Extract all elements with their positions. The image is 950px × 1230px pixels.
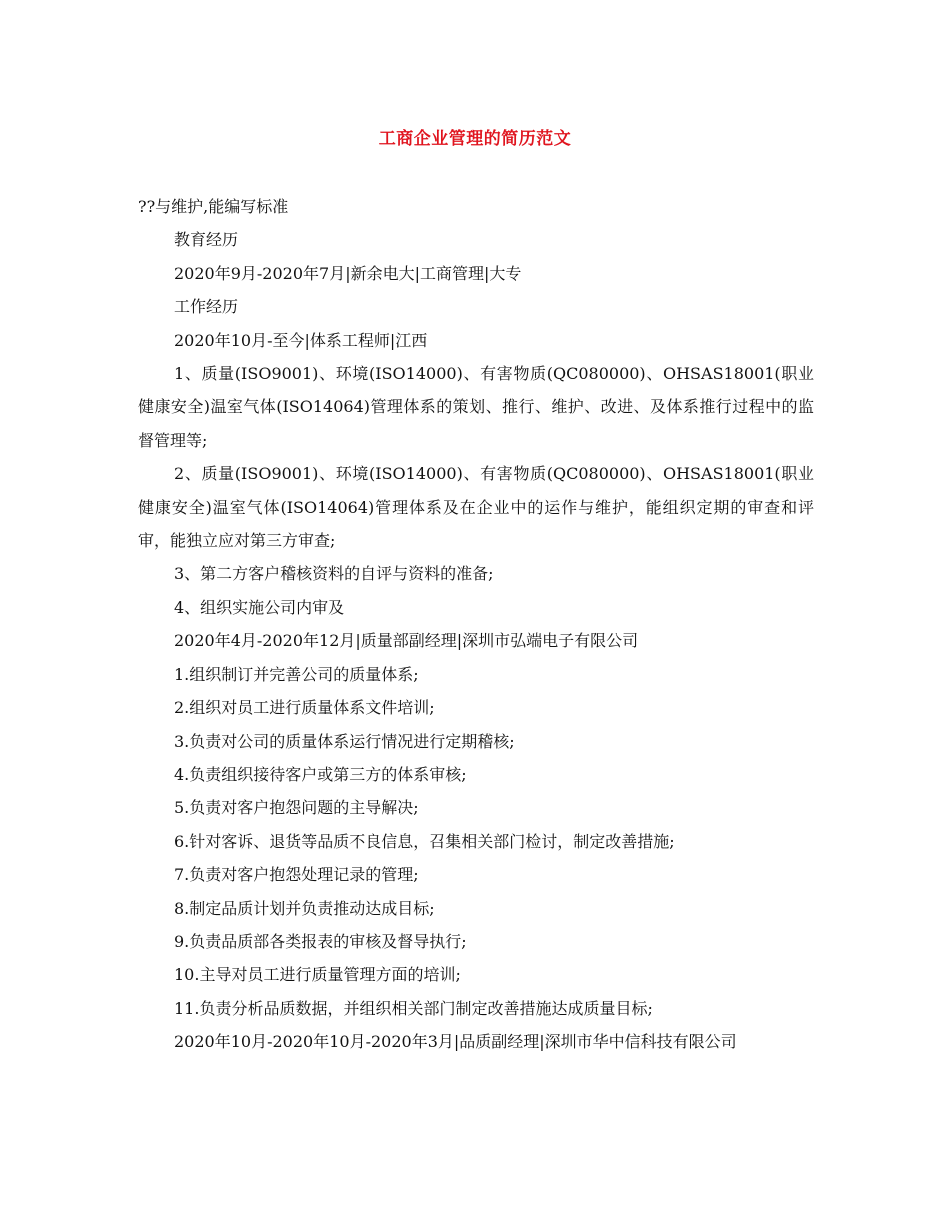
work-duty-item: 2.组织对员工进行质量体系文件培训;: [174, 698, 435, 718]
section-heading-education: 教育经历: [174, 230, 239, 250]
work-duty-item: 7.负责对客户抱怨处理记录的管理;: [174, 865, 419, 885]
work-entry-header: 2020年10月-至今|体系工程师|江西: [174, 330, 428, 350]
work-entry-header: 2020年10月-2020年10月-2020年3月|品质副经理|深圳市华中信科技有限公司: [174, 1032, 737, 1052]
work-entry-header: 2020年4月-2020年12月|质量部副经理|深圳市弘端电子有限公司: [174, 631, 639, 651]
education-entry: 2020年9月-2020年7月|新余电大|工商管理|大专: [174, 263, 522, 283]
work-duty-item: 5.负责对客户抱怨问题的主导解决;: [174, 798, 419, 818]
work-duty-item: 1、质量(ISO9001)、环境(ISO14000)、有害物质(QC080000)、OHSAS18001(职业健康安全)温室气体(ISO14064)管理体系的策划、推行、维护、改进、及体系推行过程中的监督管理等;: [138, 364, 814, 450]
work-duty-item: 3、第二方客户稽核资料的自评与资料的准备;: [174, 564, 494, 584]
work-duty-item: 11.负责分析品质数据，并组织相关部门制定改善措施达成质量目标;: [174, 998, 653, 1018]
work-duty-item: 1.组织制订并完善公司的质量体系;: [174, 664, 419, 684]
work-duty-item: 8.制定品质计划并负责推动达成目标;: [174, 898, 435, 918]
section-heading-work: 工作经历: [174, 297, 239, 317]
work-duty-item: 9.负责品质部各类报表的审核及督导执行;: [174, 931, 467, 951]
document-body: [138, 190, 814, 1059]
work-duty-item: 3.负责对公司的质量体系运行情况进行定期稽核;: [174, 731, 515, 751]
work-duty-item: 6.针对客诉、退货等品质不良信息，召集相关部门检讨，制定改善措施;: [174, 831, 675, 851]
work-duty-item: 2、质量(ISO9001)、环境(ISO14000)、有害物质(QC080000)、OHSAS18001(职业健康安全)温室气体(ISO14064)管理体系及在企业中的运作与维护，能组织定期的审查和评审，能独立应对第三方审查;: [138, 464, 814, 551]
work-duty-item: 4、组织实施公司内审及: [174, 597, 345, 617]
work-duty-item: 4.负责组织接待客户或第三方的体系审核;: [174, 764, 467, 784]
document-title: 工商企业管理的简历范文: [378, 129, 572, 149]
work-duty-item: 10.主导对员工进行质量管理方面的培训;: [174, 965, 461, 985]
paragraph-intro-fragment: ??与维护,能编写标准: [138, 197, 289, 216]
